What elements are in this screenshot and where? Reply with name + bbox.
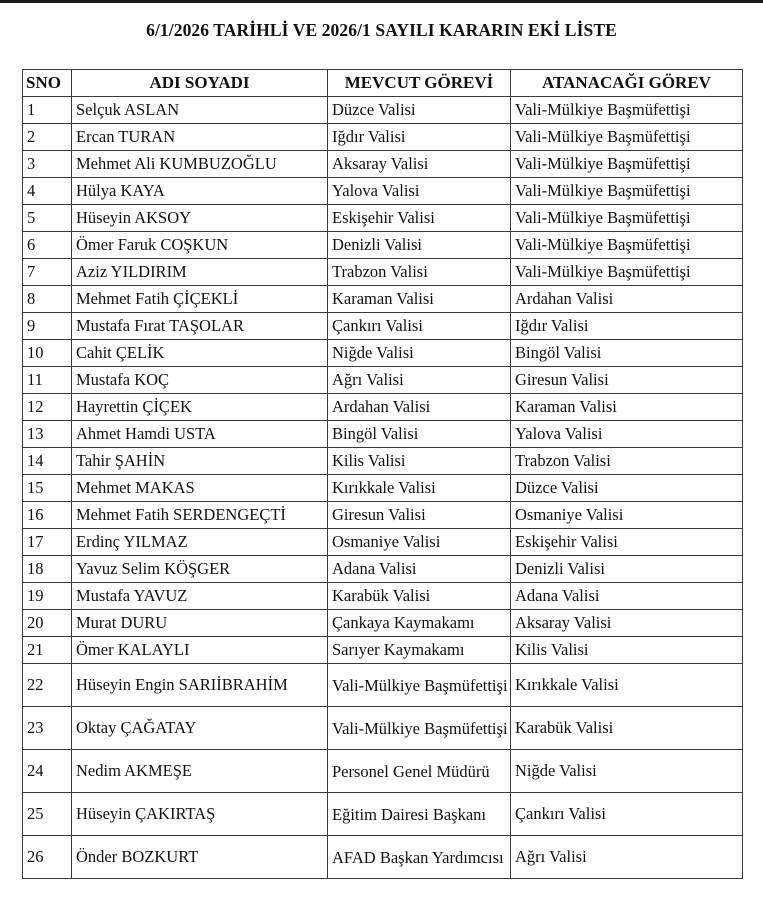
cell-assigned-position: Yalova Valisi — [511, 421, 743, 448]
table-row — [23, 232, 743, 259]
cell-name: Ömer Faruk COŞKUN — [72, 232, 328, 259]
table-row — [23, 637, 743, 664]
cell-assigned-position: Kırıkkale Valisi — [511, 664, 743, 707]
table-row — [23, 475, 743, 502]
cell-name: Aziz YILDIRIM — [72, 259, 328, 286]
cell-name: Ömer KALAYLI — [72, 637, 328, 664]
table-row — [23, 205, 743, 232]
cell-sno: 3 — [23, 151, 72, 178]
table-row — [23, 664, 743, 707]
table-row — [23, 178, 743, 205]
cell-sno: 6 — [23, 232, 72, 259]
cell-assigned-position: Vali-Mülkiye Başmüfettişi — [511, 124, 743, 151]
cell-sno: 20 — [23, 610, 72, 637]
cell-assigned-position: Vali-Mülkiye Başmüfettişi — [511, 178, 743, 205]
cell-assigned-position: Bingöl Valisi — [511, 340, 743, 367]
table-row — [23, 124, 743, 151]
cell-sno: 7 — [23, 259, 72, 286]
cell-sno: 5 — [23, 205, 72, 232]
cell-sno: 25 — [23, 793, 72, 836]
cell-current-position: Iğdır Valisi — [328, 124, 511, 151]
cell-current-position: Vali-Mülkiye Başmüfettişi — [328, 707, 511, 750]
table-row — [23, 313, 743, 340]
cell-assigned-position: Vali-Mülkiye Başmüfettişi — [511, 205, 743, 232]
cell-current-position: Ardahan Valisi — [328, 394, 511, 421]
header-name: ADI SOYADI — [72, 70, 328, 97]
cell-sno: 11 — [23, 367, 72, 394]
cell-current-position: Kilis Valisi — [328, 448, 511, 475]
cell-sno: 22 — [23, 664, 72, 707]
cell-current-position: Karaman Valisi — [328, 286, 511, 313]
cell-name: Mustafa KOÇ — [72, 367, 328, 394]
header-current-position: MEVCUT GÖREVİ — [328, 70, 511, 97]
document-title: 6/1/2026 TARİHLİ VE 2026/1 SAYILI KARARIN EKİ LİSTE — [146, 20, 617, 40]
cell-current-position: Osmaniye Valisi — [328, 529, 511, 556]
cell-sno: 23 — [23, 707, 72, 750]
cell-assigned-position: Vali-Mülkiye Başmüfettişi — [511, 259, 743, 286]
cell-sno: 2 — [23, 124, 72, 151]
cell-current-position: Eskişehir Valisi — [328, 205, 511, 232]
cell-sno: 10 — [23, 340, 72, 367]
cell-sno: 14 — [23, 448, 72, 475]
table-row — [23, 502, 743, 529]
cell-assigned-position: Kilis Valisi — [511, 637, 743, 664]
table-row — [23, 97, 743, 124]
cell-name: Ahmet Hamdi USTA — [72, 421, 328, 448]
cell-current-position: Sarıyer Kaymakamı — [328, 637, 511, 664]
cell-sno: 15 — [23, 475, 72, 502]
cell-sno: 9 — [23, 313, 72, 340]
cell-assigned-position: Karabük Valisi — [511, 707, 743, 750]
cell-name: Mustafa Fırat TAŞOLAR — [72, 313, 328, 340]
cell-assigned-position: Denizli Valisi — [511, 556, 743, 583]
cell-assigned-position: Vali-Mülkiye Başmüfettişi — [511, 232, 743, 259]
table-row — [23, 750, 743, 793]
table-header-row — [23, 70, 743, 97]
cell-sno: 8 — [23, 286, 72, 313]
table-row — [23, 448, 743, 475]
appointment-list-table — [22, 69, 743, 879]
cell-assigned-position: Vali-Mülkiye Başmüfettişi — [511, 97, 743, 124]
table-row — [23, 583, 743, 610]
cell-name: Tahir ŞAHİN — [72, 448, 328, 475]
cell-name: Mehmet Ali KUMBUZOĞLU — [72, 151, 328, 178]
table-row — [23, 367, 743, 394]
cell-sno: 12 — [23, 394, 72, 421]
table-row — [23, 610, 743, 637]
table-row — [23, 556, 743, 583]
cell-assigned-position: Trabzon Valisi — [511, 448, 743, 475]
table-row — [23, 421, 743, 448]
cell-assigned-position: Ağrı Valisi — [511, 836, 743, 879]
cell-current-position: Giresun Valisi — [328, 502, 511, 529]
cell-current-position: Aksaray Valisi — [328, 151, 511, 178]
cell-name: Mehmet Fatih SERDENGEÇTİ — [72, 502, 328, 529]
cell-assigned-position: Adana Valisi — [511, 583, 743, 610]
cell-current-position: Düzce Valisi — [328, 97, 511, 124]
cell-name: Ercan TURAN — [72, 124, 328, 151]
cell-assigned-position: Karaman Valisi — [511, 394, 743, 421]
cell-name: Hülya KAYA — [72, 178, 328, 205]
cell-name: Hüseyin AKSOY — [72, 205, 328, 232]
cell-name: Nedim AKMEŞE — [72, 750, 328, 793]
table-row — [23, 793, 743, 836]
cell-assigned-position: Aksaray Valisi — [511, 610, 743, 637]
header-assigned-position: ATANACAĞI GÖREV — [511, 70, 743, 97]
cell-name: Mehmet Fatih ÇİÇEKLİ — [72, 286, 328, 313]
cell-name: Mustafa YAVUZ — [72, 583, 328, 610]
cell-current-position: Niğde Valisi — [328, 340, 511, 367]
cell-assigned-position: Eskişehir Valisi — [511, 529, 743, 556]
cell-current-position: AFAD Başkan Yardımcısı — [328, 836, 511, 879]
cell-current-position: Trabzon Valisi — [328, 259, 511, 286]
cell-name: Hüseyin ÇAKIRTAŞ — [72, 793, 328, 836]
cell-name: Murat DURU — [72, 610, 328, 637]
table-row — [23, 394, 743, 421]
cell-sno: 17 — [23, 529, 72, 556]
cell-current-position: Karabük Valisi — [328, 583, 511, 610]
cell-name: Oktay ÇAĞATAY — [72, 707, 328, 750]
cell-assigned-position: Niğde Valisi — [511, 750, 743, 793]
table-row — [23, 259, 743, 286]
cell-current-position: Kırıkkale Valisi — [328, 475, 511, 502]
cell-current-position: Ağrı Valisi — [328, 367, 511, 394]
cell-name: Selçuk ASLAN — [72, 97, 328, 124]
cell-sno: 19 — [23, 583, 72, 610]
cell-assigned-position: Giresun Valisi — [511, 367, 743, 394]
cell-current-position: Eğitim Dairesi Başkanı — [328, 793, 511, 836]
cell-current-position: Çankırı Valisi — [328, 313, 511, 340]
table-body — [23, 97, 743, 879]
table-row — [23, 286, 743, 313]
cell-sno: 21 — [23, 637, 72, 664]
cell-name: Mehmet MAKAS — [72, 475, 328, 502]
cell-assigned-position: Ardahan Valisi — [511, 286, 743, 313]
table-row — [23, 707, 743, 750]
cell-name: Hayrettin ÇİÇEK — [72, 394, 328, 421]
cell-sno: 1 — [23, 97, 72, 124]
table-row — [23, 836, 743, 879]
header-sno: SNO — [23, 70, 72, 97]
cell-sno: 13 — [23, 421, 72, 448]
cell-sno: 4 — [23, 178, 72, 205]
cell-current-position: Denizli Valisi — [328, 232, 511, 259]
cell-sno: 18 — [23, 556, 72, 583]
cell-assigned-position: Iğdır Valisi — [511, 313, 743, 340]
table-row — [23, 340, 743, 367]
cell-sno: 26 — [23, 836, 72, 879]
cell-assigned-position: Osmaniye Valisi — [511, 502, 743, 529]
cell-name: Cahit ÇELİK — [72, 340, 328, 367]
cell-sno: 24 — [23, 750, 72, 793]
cell-name: Yavuz Selim KÖŞGER — [72, 556, 328, 583]
cell-assigned-position: Çankırı Valisi — [511, 793, 743, 836]
table-row — [23, 151, 743, 178]
cell-assigned-position: Düzce Valisi — [511, 475, 743, 502]
cell-current-position: Çankaya Kaymakamı — [328, 610, 511, 637]
cell-name: Erdinç YILMAZ — [72, 529, 328, 556]
cell-assigned-position: Vali-Mülkiye Başmüfettişi — [511, 151, 743, 178]
cell-current-position: Yalova Valisi — [328, 178, 511, 205]
cell-sno: 16 — [23, 502, 72, 529]
cell-current-position: Personel Genel Müdürü — [328, 750, 511, 793]
table-row — [23, 529, 743, 556]
cell-current-position: Adana Valisi — [328, 556, 511, 583]
cell-current-position: Vali-Mülkiye Başmüfettişi — [328, 664, 511, 707]
cell-name: Hüseyin Engin SARIİBRAHİM — [72, 664, 328, 707]
cell-current-position: Bingöl Valisi — [328, 421, 511, 448]
top-border-rule — [0, 0, 763, 3]
cell-name: Önder BOZKURT — [72, 836, 328, 879]
